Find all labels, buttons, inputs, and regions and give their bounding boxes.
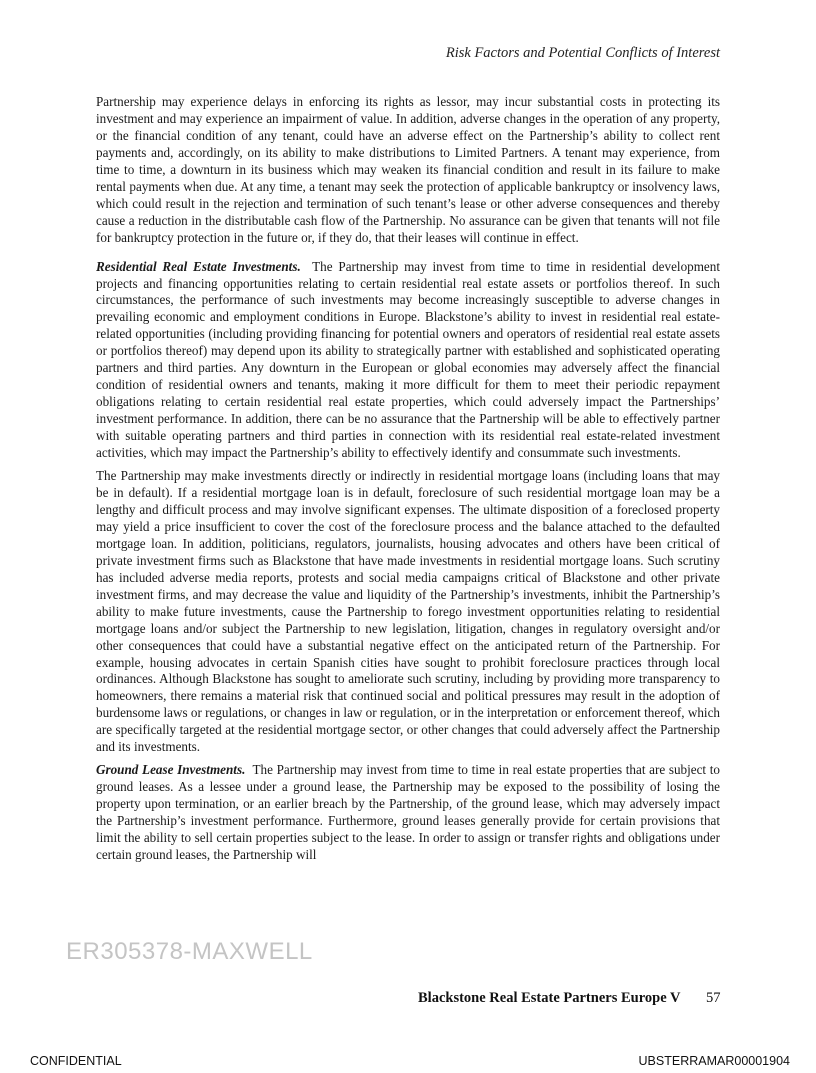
footer-document-title: Blackstone Real Estate Partners Europe V — [418, 990, 681, 1006]
paragraph-tenant-risk: Partnership may experience delays in enforcing its rights as lessor, may incur substantial costs in protecting its investment and may experience an impairment of value. In addition, adverse changes in the operation of any property, or the financial condition of any tenant, could have an adverse effect on the Partnership’s ability to collect rent payments and, accordingly, on its ability to make distributions to Limited Partners. A tenant may experience, from time to time, a downturn in its business which may weaken its financial condition and result in its failure to make rental payments when due. At any time, a tenant may seek the protection of applicable bankruptcy or insolvency laws, which could result in the rejection and termination of such tenant’s lease or other adverse consequences and thereby cause a reduction in the distributable cash flow of the Partnership. No assurance can be given that tenants will not file for bankruptcy protection in the future or, if they do, that their leases will continue in effect. — [96, 94, 720, 245]
page-number: 57 — [706, 990, 721, 1006]
exhibit-watermark: ER305378-MAXWELL — [66, 938, 313, 965]
section-heading-residential: Residential Real Estate Investments. — [96, 258, 301, 274]
running-header: Risk Factors and Potential Conflicts of Interest — [445, 45, 720, 61]
section-heading-ground-lease: Ground Lease Investments. — [96, 762, 246, 778]
paragraph-ground-lease — [96, 762, 720, 864]
bates-number: UBSTERRAMAR00001904 — [638, 1054, 790, 1068]
residential-text: The Partnership may invest from time to time in residential development projects and financing opportunities relating to certain residential real estate assets or portfolios thereof. In such circumstances, the performance of such investments may become increasingly susceptible to adverse changes in prevailing economic and employment conditions in Europe. Blackstone’s ability to invest in residential real estate-related opportunities (including providing financing for potential owners and operators of residential real estate assets or portfolios thereof) may depend upon its ability to strategically partner with established and sophisticated operating partners and third parties. Any downturn in the European or global economies may adversely affect the financial condition of residential owners and tenants, making it more difficult for them to meet their periodic repayment obligations relating to certain residential real estate properties, which could adversely impact the Partnerships’ investment performance. In addition, there can be no assurance that the Partnership will be able to effectively partner with suitable operating partners and third parties in connection with its residential real estate-related investment activities, which may impact the Partnership’s ability to effectively identify and consummate such investments. — [96, 258, 720, 461]
ground-lease-text: The Partnership may invest from time to time in real estate properties that are subject to ground leases. As a lessee under a ground lease, the Partnership may be exposed to the possibility of losing the property upon termination, or an earlier breach by the Partnership, of the ground lease, which may adversely impact the Partnership’s investment performance. Furthermore, ground leases generally provide for certain provisions that limit the ability to sell certain properties subject to the lease. In order to assign or transfer rights and obligations under certain ground leases, the Partnership will — [96, 762, 720, 862]
confidential-stamp: CONFIDENTIAL — [30, 1054, 122, 1068]
paragraph-mortgage-loans: The Partnership may make investments directly or indirectly in residential mortgage loans (including loans that may be in default). If a residential mortgage loan is in default, foreclosure of such residential mortgage loan may be a lengthy and difficult process and may involve significant expenses. The ultimate disposition of a foreclosed property may yield a price insufficient to cover the cost of the foreclosure process and the balance attached to the defaulted mortgage loan. In addition, politicians, regulators, journalists, housing advocates and others have been critical of private investment firms such as Blackstone that have made investments in residential mortgage loans. Such scrutiny has included adverse media reports, protests and social media campaigns critical of Blackstone and other private investment firms, and may decrease the value and liquidity of the Partnership’s investments, inhibit the Partnership’s ability to make future investments, cause the Partnership to forego investment opportunities relating to residential mortgage loans and/or subject the Partnership to new legislation, litigation, changes in regulatory oversight and/or other consequences that could have a substantial negative effect on the anticipated return of the Partnership. For example, housing advocates in certain Spanish cities have sought to prohibit foreclosure practices through local ordinances. Although Blackstone has sought to ameliorate such scrutiny, including by providing more transparency to homeowners, there remains a material risk that continued social and political pressures may result in the adoption of burdensome laws or regulations, or changes in law or regulation, or in the interpretation or enforcement thereof, which are specifically targeted at the residential mortgage sector, or other changes that could adversely affect the Partnership and its investments. — [96, 468, 720, 755]
paragraph-residential — [96, 259, 720, 462]
document-body — [96, 94, 720, 876]
